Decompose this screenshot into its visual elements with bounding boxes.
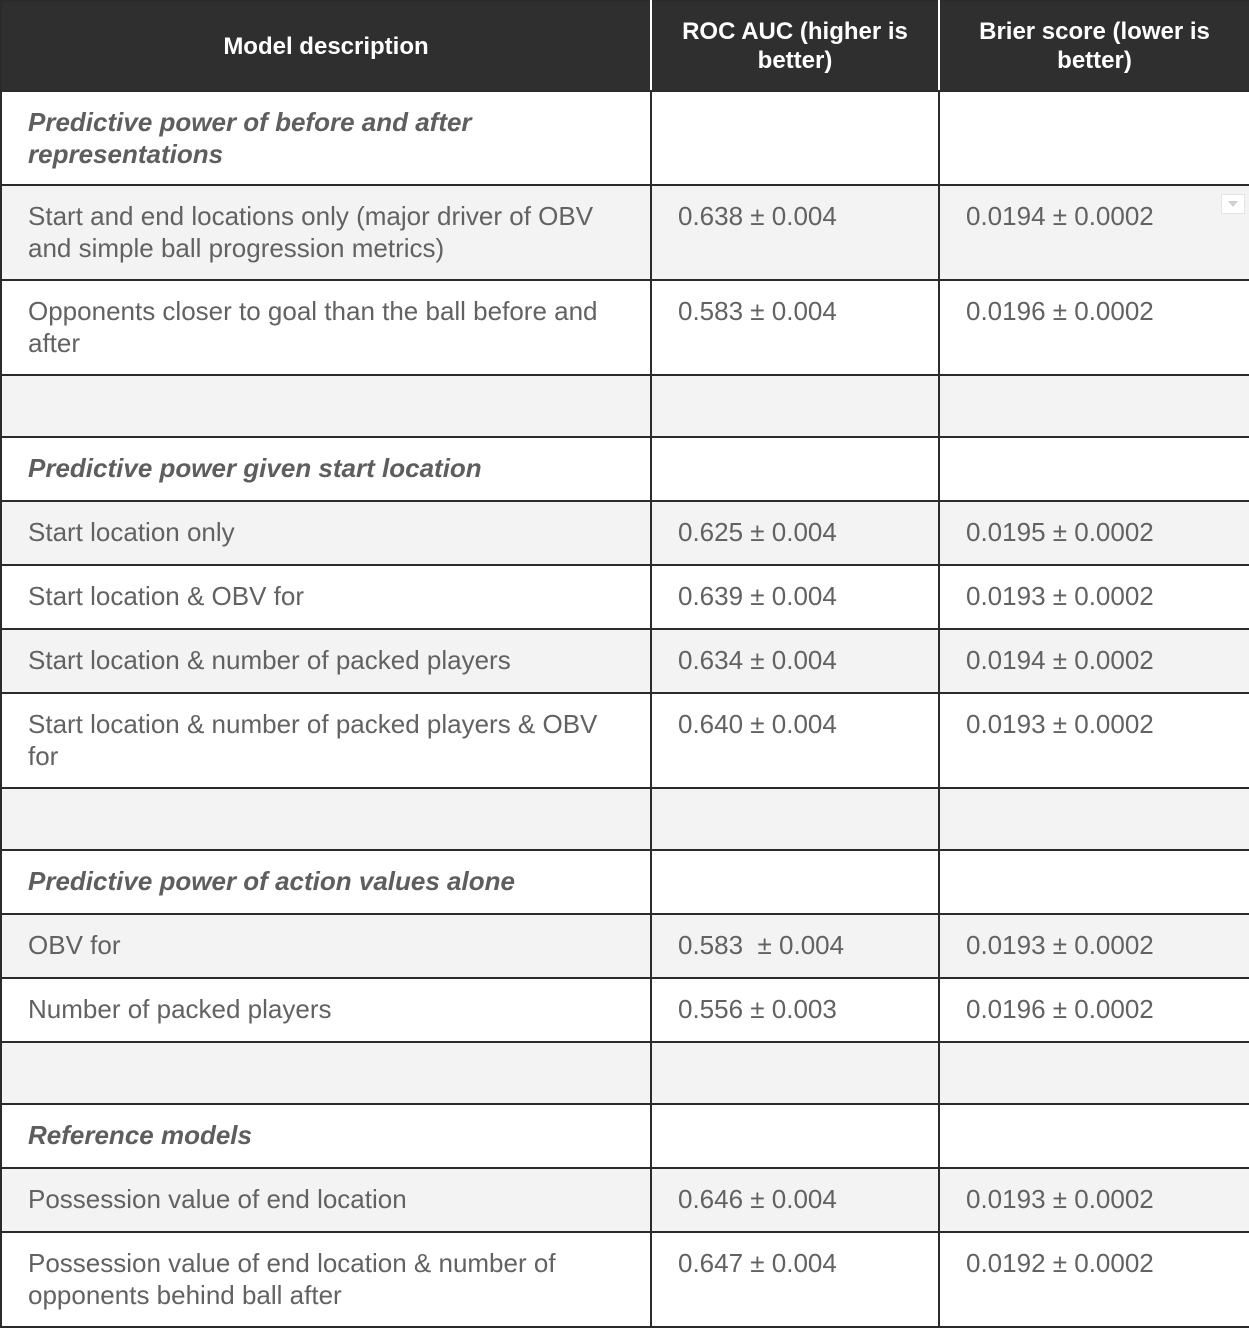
brier-score-cell: 0.0196 ± 0.0002: [939, 978, 1249, 1042]
empty-cell: [1, 375, 651, 437]
roc-auc-cell: 0.634 ± 0.004: [651, 629, 939, 693]
table-row: [1, 565, 1249, 629]
section-cell-empty: [651, 91, 939, 185]
table-row: [1, 501, 1249, 565]
table-row: [1, 914, 1249, 978]
roc-auc-cell: 0.647 ± 0.004: [651, 1232, 939, 1327]
table-row: [1, 185, 1249, 280]
section-cell-empty: [939, 850, 1249, 914]
model-description-cell: OBV for: [1, 914, 651, 978]
section-title: Predictive power of before and after representations: [1, 91, 651, 185]
section-header-row: [1, 1104, 1249, 1168]
brier-score-cell: [939, 185, 1249, 280]
spacer-row: [1, 1042, 1249, 1104]
table-row: [1, 280, 1249, 375]
model-description-cell: Start and end locations only (major driver of OBV and simple ball progression metrics): [1, 185, 651, 280]
roc-auc-cell: 0.625 ± 0.004: [651, 501, 939, 565]
roc-auc-cell: 0.646 ± 0.004: [651, 1168, 939, 1232]
brier-score-cell: 0.0192 ± 0.0002: [939, 1232, 1249, 1327]
roc-auc-cell: 0.556 ± 0.003: [651, 978, 939, 1042]
brier-score-value: 0.0194 ± 0.0002: [966, 201, 1154, 231]
roc-auc-cell: 0.638 ± 0.004: [651, 185, 939, 280]
spacer-row: [1, 788, 1249, 850]
brier-score-cell: 0.0196 ± 0.0002: [939, 280, 1249, 375]
roc-auc-cell: 0.639 ± 0.004: [651, 565, 939, 629]
section-header-row: [1, 91, 1249, 185]
model-description-cell: Number of packed players: [1, 978, 651, 1042]
model-description-cell: Opponents closer to goal than the ball before and after: [1, 280, 651, 375]
empty-cell: [939, 788, 1249, 850]
empty-cell: [651, 1042, 939, 1104]
model-description-cell: Start location & number of packed players & OBV for: [1, 693, 651, 788]
empty-cell: [1, 1042, 651, 1104]
chevron-down-icon[interactable]: [1221, 194, 1245, 214]
section-header-row: [1, 437, 1249, 501]
section-cell-empty: [651, 1104, 939, 1168]
section-header-row: [1, 850, 1249, 914]
model-description-cell: Possession value of end location & number of opponents behind ball after: [1, 1232, 651, 1327]
spacer-row: [1, 375, 1249, 437]
header-brier-score: Brier score (lower is better): [939, 1, 1249, 91]
brier-score-cell: 0.0194 ± 0.0002: [939, 629, 1249, 693]
section-title: Predictive power given start location: [1, 437, 651, 501]
brier-score-cell: 0.0193 ± 0.0002: [939, 1168, 1249, 1232]
table-row: [1, 1232, 1249, 1327]
section-cell-empty: [939, 437, 1249, 501]
table-row: [1, 693, 1249, 788]
header-row: [1, 1, 1249, 91]
empty-cell: [651, 788, 939, 850]
table-row: [1, 978, 1249, 1042]
header-roc-auc: ROC AUC (higher is better): [651, 1, 939, 91]
section-cell-empty: [939, 1104, 1249, 1168]
empty-cell: [939, 1042, 1249, 1104]
model-description-cell: Start location & number of packed players: [1, 629, 651, 693]
section-title: Predictive power of action values alone: [1, 850, 651, 914]
empty-cell: [1, 788, 651, 850]
roc-auc-cell: 0.583 ± 0.004: [651, 914, 939, 978]
empty-cell: [939, 375, 1249, 437]
roc-auc-cell: 0.640 ± 0.004: [651, 693, 939, 788]
table-row: [1, 1168, 1249, 1232]
model-description-cell: Start location & OBV for: [1, 565, 651, 629]
brier-score-cell: 0.0193 ± 0.0002: [939, 693, 1249, 788]
model-description-cell: Start location only: [1, 501, 651, 565]
brier-score-cell: 0.0195 ± 0.0002: [939, 501, 1249, 565]
section-cell-empty: [651, 437, 939, 501]
header-model-description: Model description: [1, 1, 651, 91]
section-cell-empty: [651, 850, 939, 914]
brier-score-cell: 0.0193 ± 0.0002: [939, 565, 1249, 629]
table-row: [1, 629, 1249, 693]
section-title: Reference models: [1, 1104, 651, 1168]
section-cell-empty: [939, 91, 1249, 185]
model-description-cell: Possession value of end location: [1, 1168, 651, 1232]
empty-cell: [651, 375, 939, 437]
roc-auc-cell: 0.583 ± 0.004: [651, 280, 939, 375]
brier-score-cell: 0.0193 ± 0.0002: [939, 914, 1249, 978]
